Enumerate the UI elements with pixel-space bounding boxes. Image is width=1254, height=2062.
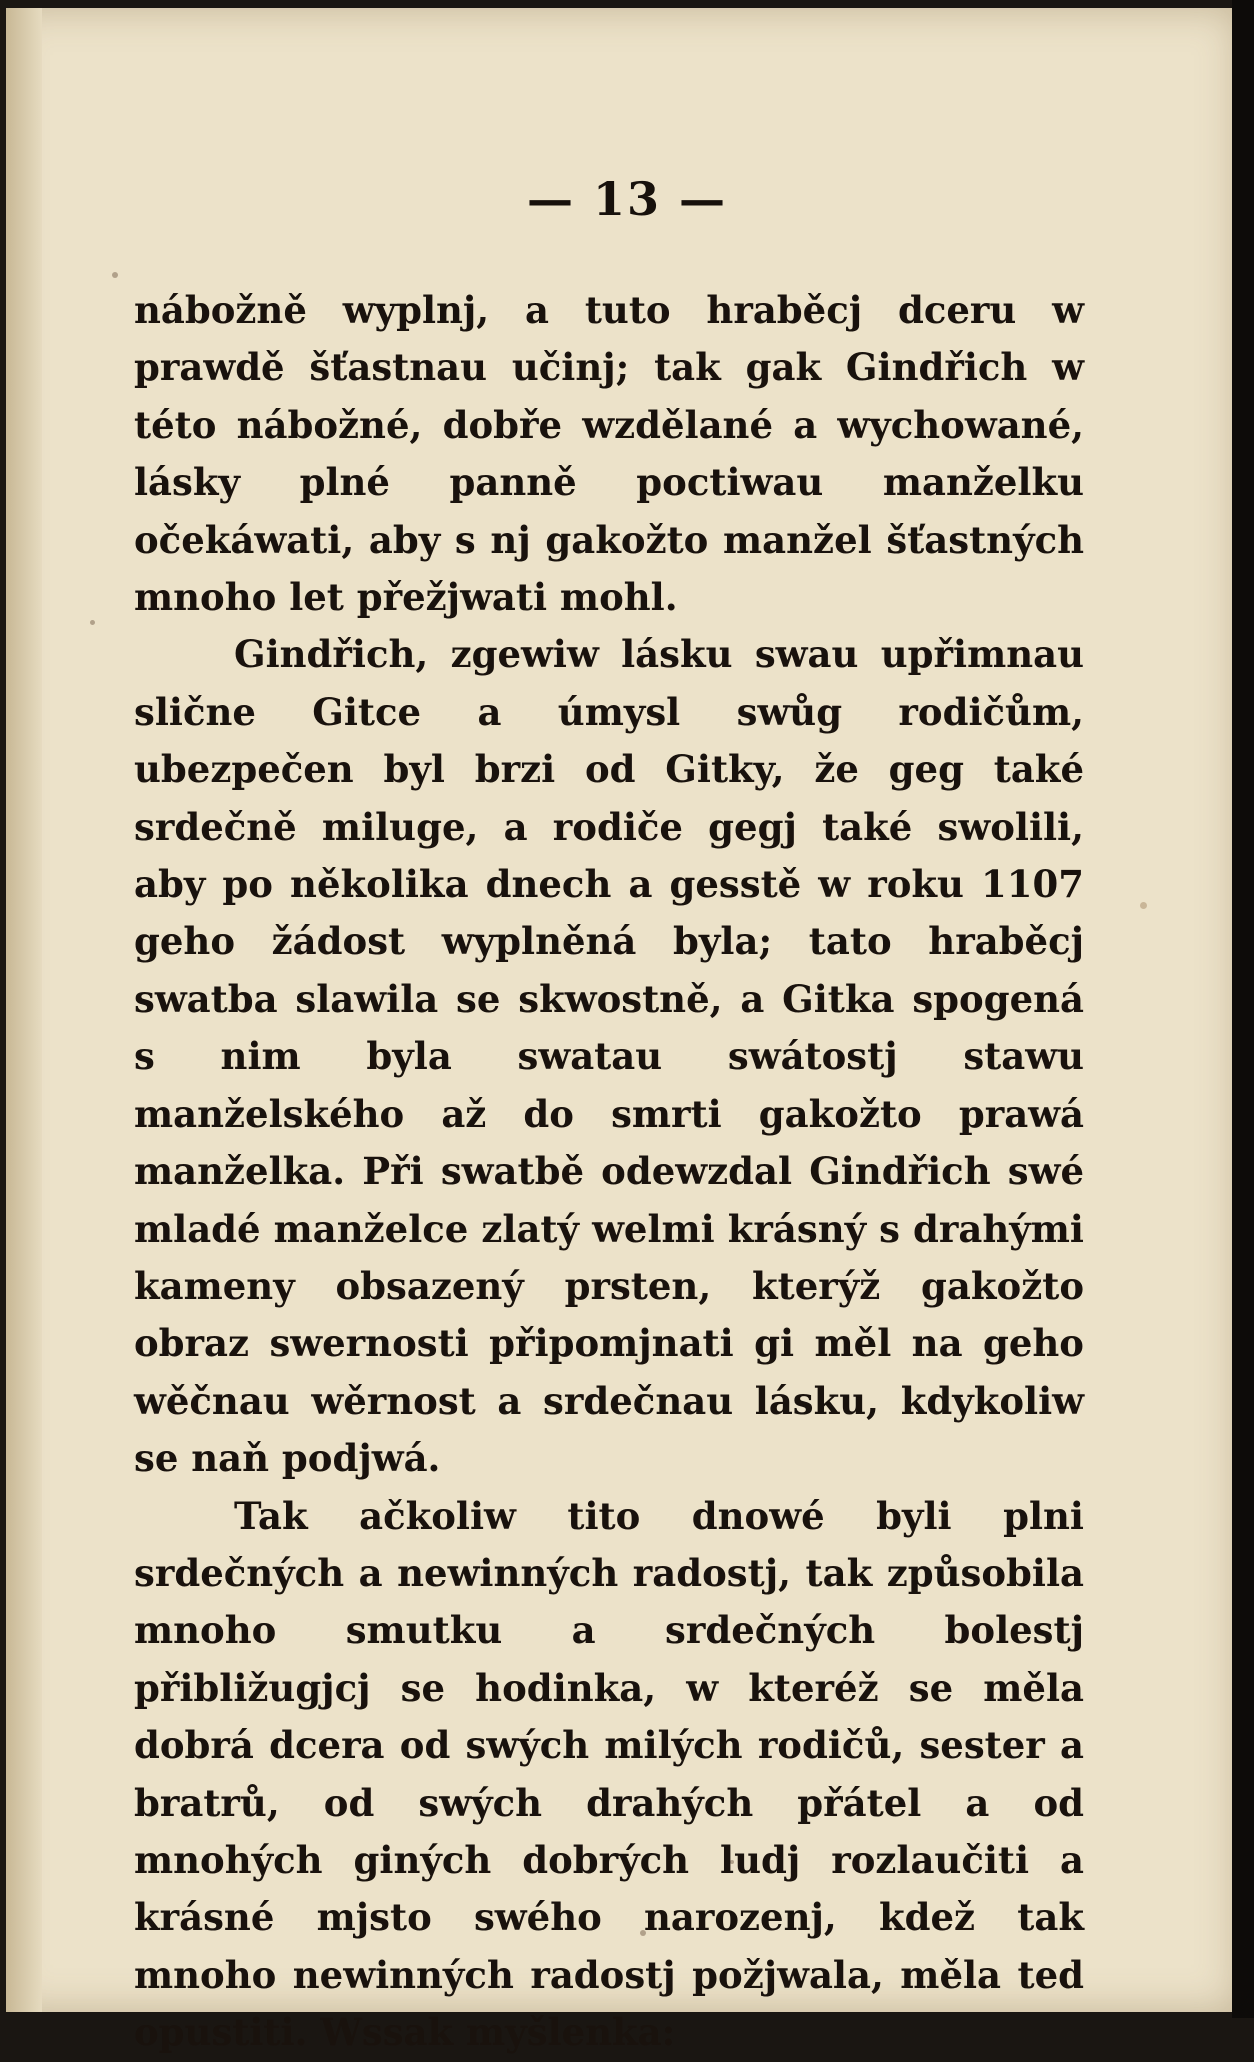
paper-speck (112, 272, 118, 278)
paper-speck (90, 620, 95, 625)
scan-border-right (1232, 0, 1254, 2018)
page-gutter-shadow (6, 8, 42, 2012)
paragraph-2: Gindřich, zgewiw lásku swau upřimnau slične Gitce a úmysl swůg rodičům, ubezpečen byl brzi od Gitky, že geg také srdečně miluge, a rodiče gegj také swolili, aby po několika dnech a gesstě w roku 1107 geho žádost wyplněná byla; tato hraběcj swatba slawila se skwostně, a Gitka spogená s nim byla swatau swátostj stawu manželského až do smrti gakožto prawá manželka. Při swatbě odewzdal Gindřich swé mladé manželce zlatý welmi krásný s drahými kameny obsazený prsten, kterýž gakožto obraz swernosti připomjnati gi měl na geho wěčnau wěrnost a srdečnau lásku, kdykoliw se naň podjwá. (134, 632, 1084, 1481)
paragraph-1: nábožně wyplnj, a tuto hraběcj dceru w prawdě šťastnau učinj; tak gak Gindřich w této nábožné, dobře wzdělané a wychowané, lásky plné panně poctiwau manželku očekáwati, aby s nj gakožto manžel šťastných mnoho let přežjwati mohl. (134, 288, 1084, 620)
paragraph-3: Tak ačkoliw tito dnowé byli plni srdečných a newinných radostj, tak způsobila mnoho smutku a srdečných bolestj přibližugjcj se hodinka, w kteréž se měla dobrá dcera od swých milých rodičů, sester a bratrů, od swých drahých přátel a od mnohých giných dobrých ludj rozlaučiti a krásné mjsto swého narozenj, kdež tak mnoho newinných radostj požjwala, měla ted opustiti. Wssak myšlenka: (134, 1493, 1084, 2055)
page-number: — 13 — (526, 172, 728, 226)
paper-speck (1140, 902, 1147, 909)
body-text (134, 282, 1084, 2062)
